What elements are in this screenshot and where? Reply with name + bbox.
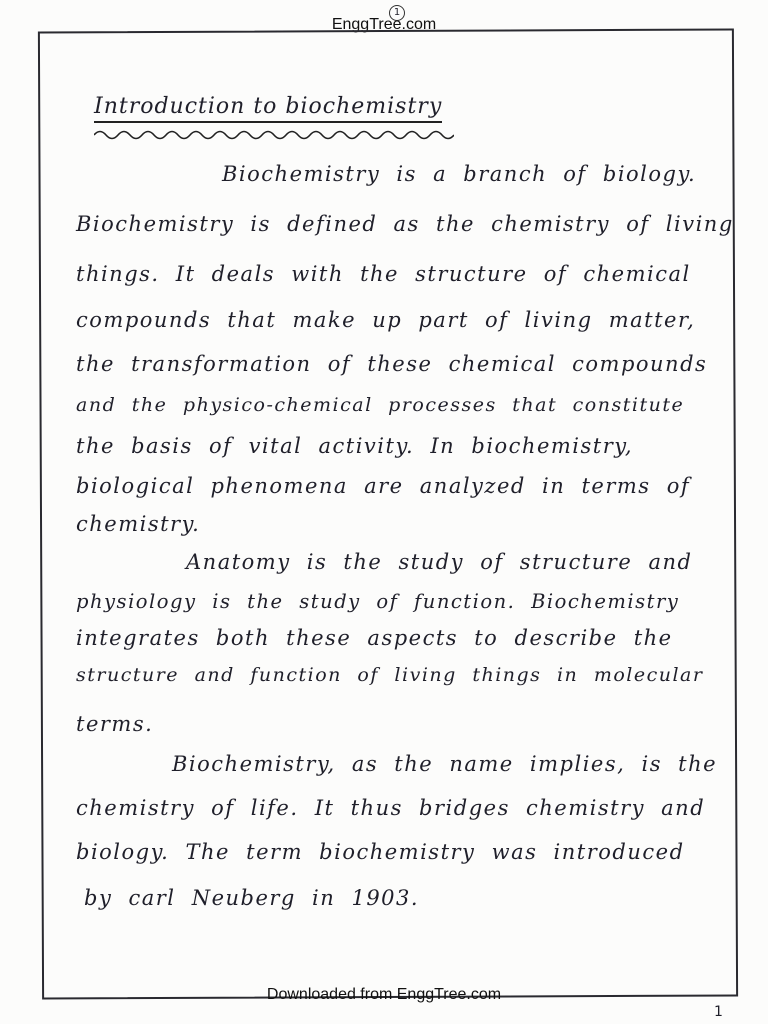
text-line-3: things. It deals with the structure of chemical xyxy=(76,262,691,286)
text-line-9: chemistry. xyxy=(76,512,201,536)
text-line-1: Biochemistry is a branch of biology. xyxy=(222,162,697,186)
text-line-7: the basis of vital activity. In biochemistry, xyxy=(76,434,634,458)
text-line-16: chemistry of life. It thus bridges chemistry and xyxy=(76,796,706,820)
text-line-8: biological phenomena are analyzed in terms of xyxy=(76,474,691,498)
page-heading: Introduction to biochemistry xyxy=(94,94,442,123)
site-header: EnggTree.com xyxy=(331,16,437,33)
text-line-6: and the physico-chemical processes that constitute xyxy=(76,394,685,416)
text-line-4: compounds that make up part of living matter, xyxy=(76,308,696,332)
text-line-13: structure and function of living things in molecular xyxy=(76,664,704,686)
text-line-10: Anatomy is the study of structure and xyxy=(186,550,693,574)
text-line-17: biology. The term biochemistry was introduced xyxy=(76,840,685,864)
page-number-mark: 1 xyxy=(389,5,405,21)
text-line-2: Biochemistry is defined as the chemistry of living xyxy=(76,212,734,236)
text-line-12: integrates both these aspects to describe the xyxy=(76,626,673,650)
text-line-18: by carl Neuberg in 1903. xyxy=(84,886,420,910)
text-line-14: terms. xyxy=(76,712,154,736)
sheet-number: 1 xyxy=(714,1004,723,1020)
footer-download-note: Downloaded from EnggTree.com xyxy=(266,986,502,1003)
heading-squiggle-underline xyxy=(94,128,454,142)
text-line-11: physiology is the study of function. Biochemistry xyxy=(76,590,680,613)
text-line-15: Biochemistry, as the name implies, is the xyxy=(172,752,718,776)
text-line-5: the transformation of these chemical compounds xyxy=(76,352,708,376)
